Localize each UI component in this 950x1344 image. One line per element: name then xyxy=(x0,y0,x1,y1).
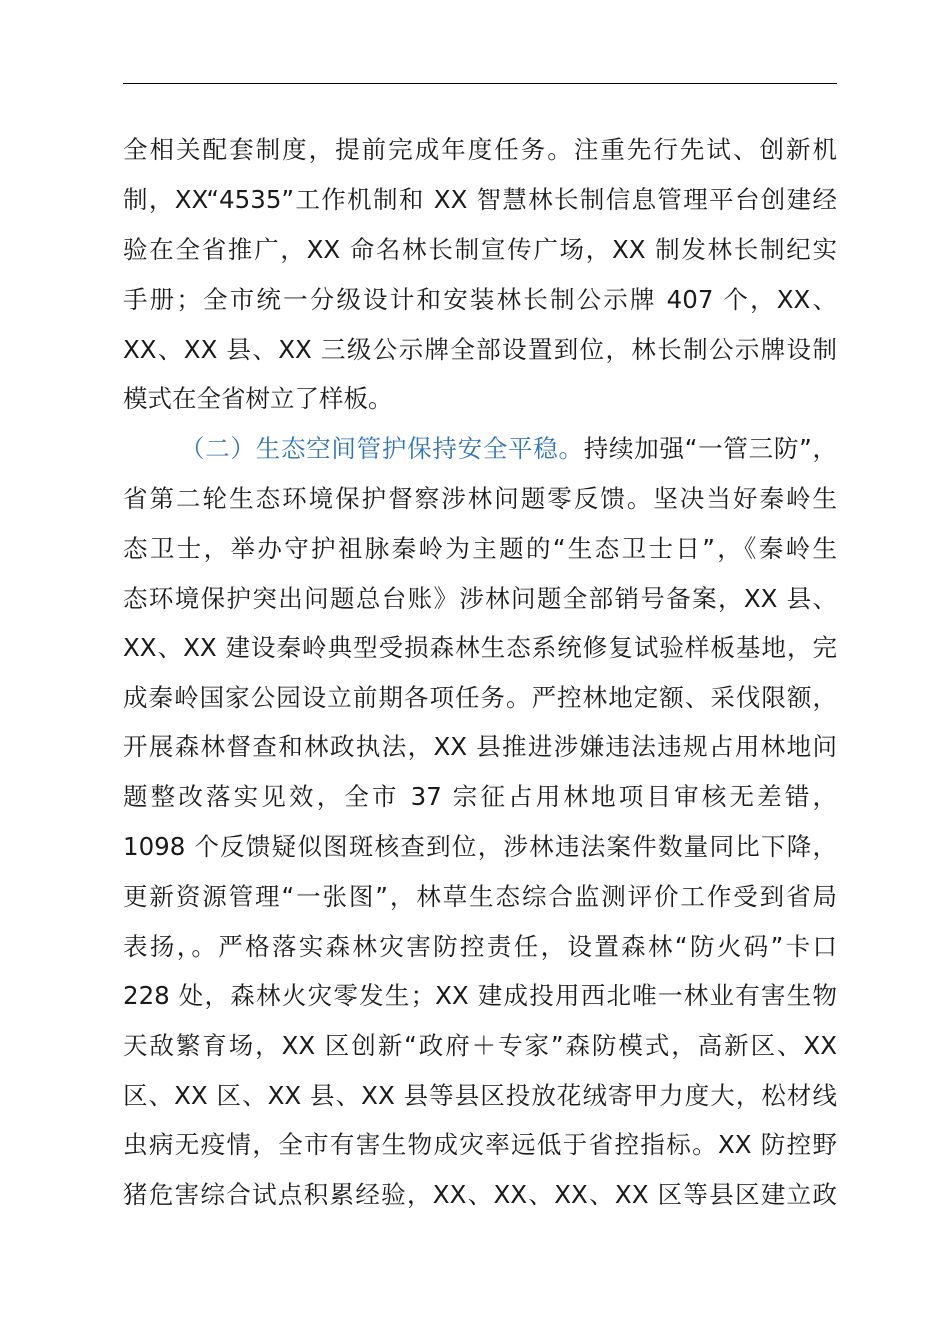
body-line: 228 处，森林火灾零发生；XX 建成投用西北唯一林业有害生物 xyxy=(123,981,837,1010)
body-line: 态环境保护突出问题总台账》涉林问题全部销号备案，XX 县、 xyxy=(123,584,837,613)
body-line: 全相关配套制度，提前完成年度任务。注重先行先试、创新机 xyxy=(123,135,837,164)
section-first-line xyxy=(180,424,837,474)
body-line: 模式在全省树立了样板。 xyxy=(123,384,393,413)
body-line: 猪危害综合试点积累经验，XX、XX、XX、XX 区等县区建立政 xyxy=(123,1180,837,1209)
section-heading: （二）生态空间管护保持安全平稳。 xyxy=(180,434,584,463)
body-line: 态卫士，举办守护祖脉秦岭为主题的“生态卫士日”，《秦岭生 xyxy=(123,534,837,563)
body-line: 省第二轮生态环境保护督察涉林问题零反馈。坚决当好秦岭生 xyxy=(123,484,837,513)
body-line: 验在全省推广，XX 命名林长制宣传广场，XX 制发林长制纪实 xyxy=(123,235,837,264)
body-line: 虫病无疫情，全市有害生物成灾率远低于省控指标。XX 防控野 xyxy=(123,1130,837,1159)
body-line: 1098 个反馈疑似图斑核查到位，涉林违法案件数量同比下降， xyxy=(123,832,837,861)
header-rule xyxy=(123,83,837,84)
body-line: XX、XX 县、XX 三级公示牌全部设置到位，林长制公示牌设制 xyxy=(123,335,837,364)
body-line: 题整改落实见效，全市 37 宗征占用林地项目审核无差错， xyxy=(123,782,837,811)
body-line: 成秦岭国家公园设立前期各项任务。严控林地定额、采伐限额， xyxy=(123,683,837,712)
body-line: 开展森林督查和林政执法，XX 县推进涉嫌违法违规占用林地问 xyxy=(123,732,837,761)
body-line: 天敌繁育场，XX 区创新“政府＋专家”森防模式，高新区、XX xyxy=(123,1031,837,1060)
body-line: XX、XX 建设秦岭典型受损森林生态系统修复试验样板基地，完 xyxy=(123,633,837,662)
body-line: 区、XX 区、XX 县、XX 县等县区投放花绒寄甲力度大，松材线 xyxy=(123,1081,837,1110)
body-line: 手册；全市统一分级设计和安装林长制公示牌 407 个，XX、 xyxy=(123,285,837,314)
body-line: 表扬，。严格落实森林灾害防控责任，设置森林“防火码”卡口 xyxy=(123,932,837,961)
section-first-line-text: 持续加强“一管三防”， xyxy=(583,434,837,463)
body-line: 更新资源管理“一张图”，林草生态综合监测评价工作受到省局 xyxy=(123,882,837,911)
body-line: 制，XX“4535”工作机制和 XX 智慧林长制信息管理平台创建经 xyxy=(123,185,837,214)
